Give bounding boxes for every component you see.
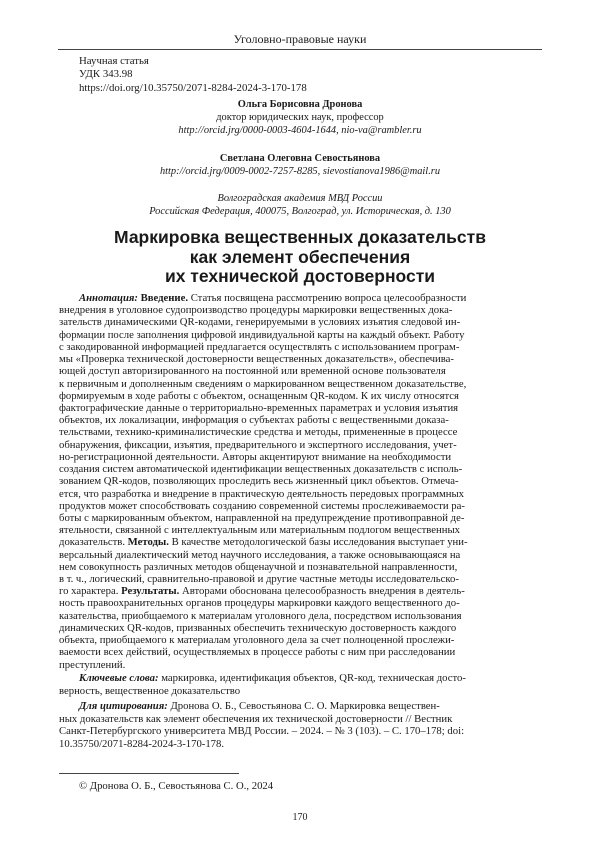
author-1-name: Ольга Борисовна Дронова xyxy=(237,99,363,110)
abstract-line: ется, что разработка и внедрение в практическую деятельность передовых программных xyxy=(59,487,464,500)
keywords xyxy=(59,672,541,697)
abstract-text: го характера. xyxy=(59,585,122,598)
footnote-divider xyxy=(59,773,239,774)
abstract-line: фактографические данные о территориально-временных параметрах и условия изъятия xyxy=(59,401,459,414)
copyright: © Дронова О. Б., Севостьянова С. О., 2024 xyxy=(79,780,274,792)
abstract-line: мы «Проверка технической достоверности вещественных доказательств», обеспечива- xyxy=(59,353,454,366)
abstract-line: ющей доступ авторизированного на постоянной или временной основе пользователя xyxy=(59,365,446,378)
abstract-line: но-регистрационной деятельности. Авторы акцентируют внимание на необходимости xyxy=(59,450,452,463)
author-1-contacts[interactable]: http://orcid.jrg/0000-0003-4604-1644, nio-va@rambler.ru xyxy=(178,125,422,137)
abstract-line xyxy=(59,585,541,597)
author-2-name: Светлана Олеговна Севостьянова xyxy=(219,153,381,164)
abstract-text: В качестве методологической базы исследования выступает уни- xyxy=(168,536,468,549)
keywords-label: Ключевые слова: xyxy=(79,672,159,684)
abstract-line: формируемым в ходе работы с объектом, оснащенным QR-кодом. К их числу относятся xyxy=(59,389,459,402)
methods-label: Методы. xyxy=(127,536,169,549)
abstract-line: объектов, их локализации, информация о субъектах работы с вещественными доказа- xyxy=(59,414,449,427)
keywords-line: верность, вещественное доказательство xyxy=(59,684,241,697)
section-header: Уголовно-правовые науки xyxy=(233,32,367,46)
doi-link[interactable]: https://doi.org/10.35750/2071-8284-2024-3-170-178 xyxy=(79,81,307,94)
citation-label: Для цитирования: xyxy=(79,700,168,712)
title-line: Маркировка вещественных доказательств xyxy=(114,227,486,247)
author-2 xyxy=(0,152,600,178)
abstract-line: к первичным и дополненным сведениям о маркированном вещественном доказательстве, xyxy=(59,377,467,390)
abstract-line: боты с маркированным объектом, направленной на предупреждение противоправной де- xyxy=(59,511,465,524)
keywords-text: маркировка, идентификация объектов, QR-код, техническая досто- xyxy=(158,672,466,684)
abstract-line: с закодированной информацией предлагается осуществлять с использованием програм- xyxy=(59,340,460,353)
abstract-body-a xyxy=(59,304,541,536)
abstract-line: преступлений. xyxy=(59,658,126,671)
abstract-line xyxy=(59,292,541,304)
abstract-body-b xyxy=(59,549,541,586)
page-number: 170 xyxy=(292,812,308,823)
abstract-line: в т. ч., логический, сравнительно-правовой и другие частные методы исследовательско- xyxy=(59,573,459,586)
abstract-line: объекта, приобщаемого к материалам уголовного дела за счет полноценной прослежи- xyxy=(59,634,455,647)
abstract-line: зованием QR-кодов, позволяющих проследить весь жизненный цикл объектов. Отмеча- xyxy=(59,475,459,488)
abstract-line: версальный диалектический метод научного исследования, а также основывающаяся на xyxy=(59,548,461,561)
citation-line: Санкт-Петербургского университета МВД России. – 2024. – № 3 (103). – С. 170–178; doi: xyxy=(59,725,465,738)
affiliation xyxy=(0,192,600,218)
abstract xyxy=(59,292,541,671)
affiliation-org: Волгоградская академия МВД России xyxy=(217,193,383,204)
abstract-line: зательств динамическими QR-кодами, генерируемыми в условиях изъятия следовой ин- xyxy=(59,316,461,329)
abstract-line: создания систем автоматической идентификации вещественных доказательств с исполь- xyxy=(59,463,463,476)
title-line: их технической достоверности xyxy=(164,266,436,286)
abstract-line: внедрения в уголовное судопроизводство процедуры маркировки вещественных дока- xyxy=(59,304,453,317)
abstract-text: Статья посвящена рассмотрению вопроса целесообразности xyxy=(188,292,467,304)
citation xyxy=(59,700,541,750)
keywords-line xyxy=(59,672,541,685)
citation-text: Дронова О. Б., Севостьянова С. О. Маркировка веществен- xyxy=(167,700,440,712)
abstract-line: ваемости всех действий, осуществляемых в процессе работы с ним при расследовании xyxy=(59,646,456,659)
abstract-line: продуктов может способствовать созданию современной системы прослеживаемости ра- xyxy=(59,499,465,512)
article-type: Научная статья xyxy=(79,55,149,67)
author-1 xyxy=(0,98,600,138)
header-divider xyxy=(58,49,542,50)
citation-line: ных доказательств как элемент обеспечения их технической достоверности // Вестник xyxy=(59,712,453,725)
abstract-text: Авторами обоснована целесообразность внедрения в деятель- xyxy=(179,585,465,598)
abstract-label: Аннотация: xyxy=(79,292,138,304)
abstract-line: динамических QR-кодов, призванных обеспечить техническую достоверность каждого xyxy=(59,621,457,634)
results-label: Результаты. xyxy=(121,585,180,598)
abstract-text: доказательств. xyxy=(59,536,128,549)
author-2-contacts[interactable]: http://orcid.jrg/0009-0002-7257-8285, sievostianova1986@mail.ru xyxy=(159,166,441,178)
author-1-degree: доктор юридических наук, профессор xyxy=(216,112,384,124)
title-line: как элемент обеспечения xyxy=(189,246,411,267)
abstract-line: тельствами, технико-криминалистические средства и методы, примененные в процессе xyxy=(59,426,458,439)
abstract-body-c xyxy=(59,597,541,670)
abstract-line xyxy=(59,536,541,548)
abstract-line: нем совокупность различных методов общенаучной и познавательной направленности, xyxy=(59,560,458,573)
abstract-line: формации после заполнения цифровой индивидуальной карты на каждый объект. Работу xyxy=(59,328,465,341)
citation-line xyxy=(59,700,541,713)
abstract-line: казательства, приобщаемого к материалам уголовного дела, посредством использования xyxy=(59,609,462,622)
citation-line: 10.35750/2071-8284-2024-3-170-178. xyxy=(59,737,225,750)
article-meta xyxy=(79,55,307,95)
abstract-line: ность правоохранительных органов процедуры маркировки каждого вещественного до- xyxy=(59,597,460,610)
intro-label: Введение. xyxy=(140,292,189,304)
article-title xyxy=(60,228,540,287)
abstract-line: ятельности, связанной с интеллектуальным или материальным подлогом вещественных xyxy=(59,524,460,537)
abstract-line: обнаружения, фиксации, изъятия, предварительного и экспертного исследования, учет- xyxy=(59,438,457,451)
udc-code: УДК 343.98 xyxy=(79,68,133,81)
affiliation-address: Российская Федерация, 400075, Волгоград, ул. Историческая, д. 130 xyxy=(149,206,451,218)
